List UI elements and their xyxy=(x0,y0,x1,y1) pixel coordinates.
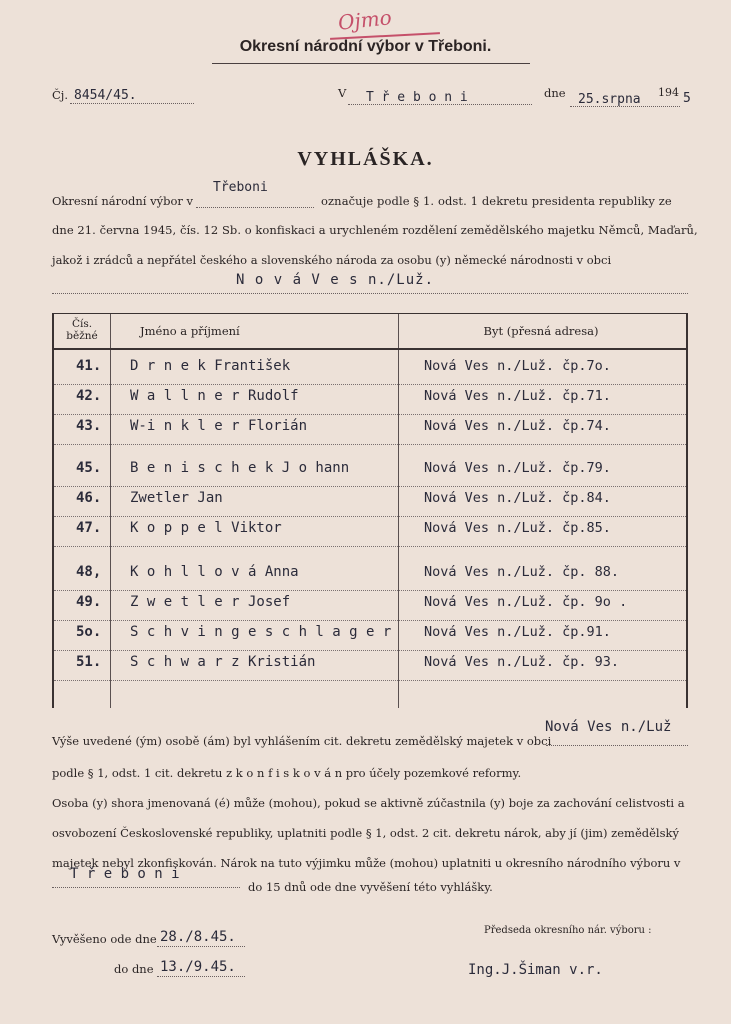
row-name: K o h l l o v á Anna xyxy=(130,564,299,580)
row-number: 41. xyxy=(76,358,102,374)
cj-label: Čj. xyxy=(52,88,69,102)
body-line-6: do 15 dnů ode dne vyvěšení této vyhlášky. xyxy=(248,880,493,894)
row-number: 45. xyxy=(76,460,102,476)
row-divider xyxy=(54,546,686,547)
body-line-3: Osoba (y) shora jmenovaná (é) může (mohou), pokud se aktivně zúčastnila (y) boje za zachování celistvosti a xyxy=(52,796,685,810)
place-label: V xyxy=(338,86,347,100)
document-heading: VYHLÁŠKA. xyxy=(297,148,434,170)
intro-line-1-end: označuje podle § 1. odst. 1 dekretu presidenta republiky ze xyxy=(321,194,672,208)
village-dotted-line xyxy=(52,293,688,294)
row-address: Nová Ves n./Luž. čp. 9o . xyxy=(424,594,628,610)
row-divider xyxy=(54,650,686,651)
row-address: Nová Ves n./Luž. čp.91. xyxy=(424,624,611,640)
col-header-number-line2: běžné xyxy=(66,330,98,342)
row-divider xyxy=(54,680,686,681)
row-address: Nová Ves n./Luž. čp.84. xyxy=(424,490,611,506)
posted-label: Vyvěšeno ode dne xyxy=(52,932,157,946)
col-header-address: Byt (přesná adresa) xyxy=(483,324,599,338)
posted-date: 28./8.45. xyxy=(160,929,236,945)
cj-value: 8454/45. xyxy=(74,88,137,103)
office-place: Třeboni xyxy=(213,180,268,195)
row-name: B e n i s c h e k J o hann xyxy=(130,460,350,476)
office-place-dotted-line xyxy=(196,207,314,208)
cj-dotted-line xyxy=(70,103,194,104)
body-place: T ř e b o n i xyxy=(70,866,180,882)
body-line-4: osvobození Československé republiky, uplatniti podle § 1, odst. 2 cit. dekretu nárok, aby jí (jim) zemědělský xyxy=(52,826,679,840)
chair-name: Ing.J.Šiman v.r. xyxy=(468,962,603,978)
office-title: Okresní národní výbor v Třeboni. xyxy=(239,38,492,55)
date-dotted-line xyxy=(570,106,680,107)
row-divider xyxy=(54,486,686,487)
body-line-2: podle § 1, odst. 1 cit. dekretu z k o n f i s k o v á n pro účely pozemkové reformy. xyxy=(52,766,522,780)
row-divider xyxy=(54,620,686,621)
row-divider xyxy=(54,444,686,445)
year-printed: 194 xyxy=(658,86,679,99)
header-rule xyxy=(54,348,686,350)
row-address: Nová Ves n./Luž. čp.85. xyxy=(424,520,611,536)
chair-label: Předseda okresního nár. výboru : xyxy=(484,925,652,936)
row-number: 5o. xyxy=(76,624,102,640)
year-typed: 5 xyxy=(683,91,691,106)
row-number: 51. xyxy=(76,654,102,670)
row-divider xyxy=(54,516,686,517)
row-divider xyxy=(54,590,686,591)
row-address: Nová Ves n./Luž. čp.7o. xyxy=(424,358,611,374)
row-name: W-i n k l e r Florián xyxy=(130,418,308,434)
intro-line-1-start: Okresní národní výbor v xyxy=(52,194,194,208)
until-label: do dne xyxy=(114,962,154,976)
body-place-dotted-line xyxy=(52,887,240,888)
row-address: Nová Ves n./Luž. čp.74. xyxy=(424,418,611,434)
row-number: 46. xyxy=(76,490,102,506)
body-line-5: majetek nebyl zkonfiskován. Nárok na tuto výjimku může (mohou) uplatniti u okresního národního výboru v xyxy=(52,856,681,870)
posted-dotted-line xyxy=(157,946,245,947)
row-divider xyxy=(54,384,686,385)
until-date: 13./9.45. xyxy=(160,959,236,975)
village-name: N o v á V e s n./Luž. xyxy=(236,272,435,288)
body-line-1: Výše uvedené (ým) osobě (ám) byl vyhlášením cit. dekretu zemědělský majetek v obci xyxy=(52,734,552,748)
row-name: D r n e k František xyxy=(130,358,291,374)
row-name: W a l l n e r Rudolf xyxy=(130,388,299,404)
persons-table xyxy=(52,313,688,708)
row-name: S c h v i n g e s c h l a g e r xyxy=(130,624,392,640)
place-dotted-line xyxy=(348,104,532,105)
row-name: K o p p e l Viktor xyxy=(130,520,282,536)
row-divider xyxy=(54,414,686,415)
intro-line-3: jakož i zrádců a nepřátel českého a slovenského národa za osobu (y) německé národnosti v obci xyxy=(52,253,612,267)
col-header-number-line1: Čís. xyxy=(71,318,93,330)
row-number: 47. xyxy=(76,520,102,536)
date-value: 25.srpna xyxy=(578,92,641,107)
row-number: 43. xyxy=(76,418,102,434)
col-header-name: Jméno a příjmení xyxy=(140,324,240,338)
row-number: 42. xyxy=(76,388,102,404)
row-name: S c h w a r z Kristián xyxy=(130,654,316,670)
row-address: Nová Ves n./Luž. čp.71. xyxy=(424,388,611,404)
row-name: Z w e t l e r Josef xyxy=(130,594,291,610)
row-address: Nová Ves n./Luž. čp. 88. xyxy=(424,564,620,580)
body-village-dotted-line xyxy=(546,745,688,746)
date-label: dne xyxy=(544,86,566,100)
handwritten-stamp: Ojmo xyxy=(336,5,393,35)
until-dotted-line xyxy=(157,976,245,977)
row-address: Nová Ves n./Luž. čp.79. xyxy=(424,460,611,476)
intro-line-2: dne 21. června 1945, čís. 12 Sb. o konfiskaci a urychleném rozdělení zemědělského majetku Němců, Maďarů, xyxy=(52,223,698,237)
title-underline xyxy=(212,63,530,64)
column-divider-2 xyxy=(398,314,399,708)
row-address: Nová Ves n./Luž. čp. 93. xyxy=(424,654,620,670)
row-number: 49. xyxy=(76,594,102,610)
row-number: 48, xyxy=(76,564,102,580)
place-value: T ř e b o n i xyxy=(366,90,468,105)
row-name: Zwetler Jan xyxy=(130,490,223,506)
body-village: Nová Ves n./Luž xyxy=(545,719,672,735)
col-header-number xyxy=(54,318,110,342)
column-divider-1 xyxy=(110,314,111,708)
